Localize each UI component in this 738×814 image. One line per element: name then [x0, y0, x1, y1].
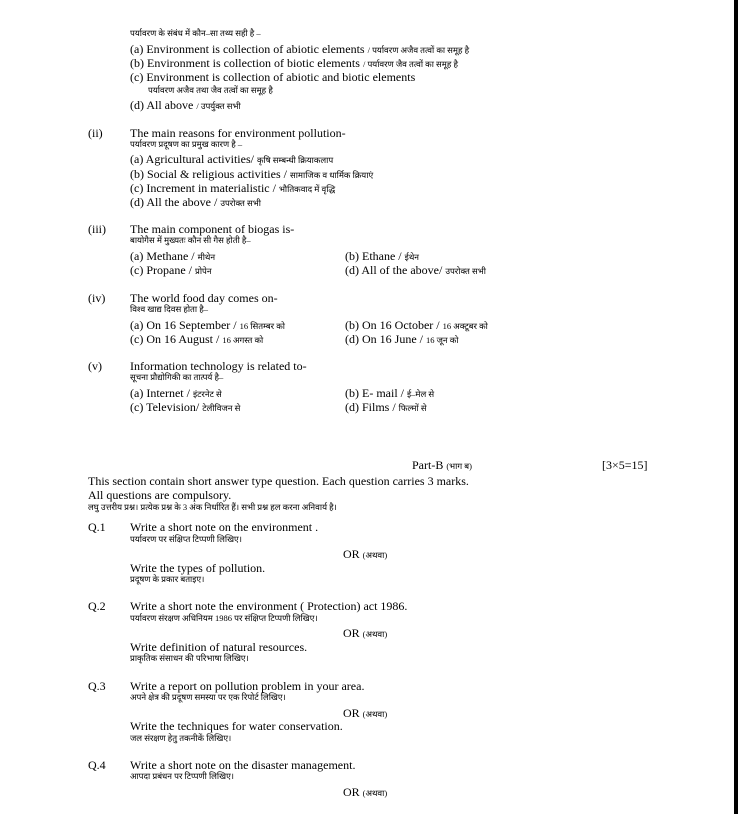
q3-or: OR (अथवा) — [343, 706, 388, 720]
question-ii-english: The main reasons for environment pollution- — [130, 126, 346, 140]
page-edge — [734, 0, 738, 814]
part-b-marks: [3×5=15] — [602, 458, 648, 472]
question-number-iv: (iv) — [88, 291, 106, 305]
q2-number: Q.2 — [88, 599, 106, 613]
q2-hindi: पर्यावरण संरक्षण अधिनियम 1986 पर संक्षिप्त टिप्पणी लिखिए। — [130, 613, 318, 623]
question-iii-english: The main component of biogas is- — [130, 222, 295, 236]
q1-tail-option-a: (a) Environment is collection of abiotic elements / पर्यावरण अजैव तत्वों का समूह है — [130, 42, 470, 56]
q1-tail-option-d: (d) All above / उपर्युक्त सभी — [130, 98, 241, 112]
question-iii-option-d: (d) All of the above/ उपरोक्त सभी — [345, 263, 486, 277]
q1-tail-hindi-stem: पर्यावरण के संबंध में कौन–सा तथ्य सही है – — [130, 28, 261, 38]
question-iii-hindi: बायोगैस में मुख्यतः कौन सी गैस होती है– — [130, 235, 251, 245]
q1-or: OR (अथवा) — [343, 547, 388, 561]
q4-or: OR (अथवा) — [343, 785, 388, 799]
question-number-ii: (ii) — [88, 126, 103, 140]
question-iv-option-a: (a) On 16 September / 16 सितम्बर को — [130, 318, 286, 332]
part-b-intro-line-2: All questions are compulsory. — [88, 488, 232, 502]
question-iv-hindi: विश्व खाद्य दिवस होता है– — [130, 304, 208, 314]
question-iii-option-c: (c) Propane / प्रोपेन — [130, 263, 212, 277]
question-v-option-b: (b) E- mail / ई–मेल से — [345, 386, 435, 400]
q2-alt-english: Write definition of natural resources. — [130, 640, 308, 654]
q4-number: Q.4 — [88, 758, 106, 772]
q1-tail-option-b: (b) Environment is collection of biotic elements / पर्यावरण जैव तत्वों का समूह है — [130, 56, 459, 70]
question-ii-option-c: (c) Increment in materialistic / भौतिकवाद में वृद्धि — [130, 181, 336, 195]
question-iv-english: The world food day comes on- — [130, 291, 278, 305]
question-v-english: Information technology is related to- — [130, 359, 307, 373]
question-ii-option-b: (b) Social & religious activities / सामाजिक व धार्मिक क्रियाएं — [130, 167, 374, 181]
question-iv-option-d: (d) On 16 June / 16 जून को — [345, 332, 459, 346]
q3-english: Write a report on pollution problem in your area. — [130, 679, 365, 693]
question-v-option-a: (a) Internet / इंटरनेट से — [130, 386, 222, 400]
q1-tail-option-c: (c) Environment is collection of abiotic and biotic elements — [130, 70, 416, 84]
q1-english: Write a short note on the environment . — [130, 520, 319, 534]
question-ii-option-a: (a) Agricultural activities/ कृषि सम्बन्धी क्रियाकलाप — [130, 152, 334, 166]
part-b-title: Part-B (भाग ब) — [412, 458, 472, 472]
q3-alt-english: Write the techniques for water conservation. — [130, 719, 343, 733]
q3-alt-hindi: जल संरक्षण हेतु तकनीकें लिखिए। — [130, 733, 232, 743]
q1-tail-option-c-hindi: पर्यावरण अजैव तथा जैव तत्वों का समूह है — [148, 85, 273, 95]
question-number-iii: (iii) — [88, 222, 106, 236]
question-v-hindi: सूचना प्रौद्योगिकी का तात्पर्य है– — [130, 372, 224, 382]
part-b-intro-hindi: लघु उत्तरीय प्रश्न। प्रत्येक प्रश्न के 3 अंक निर्धारित हैं। सभी प्रश्न हल करना अनिवार्य है। — [88, 502, 337, 512]
q1-number: Q.1 — [88, 520, 106, 534]
q3-number: Q.3 — [88, 679, 106, 693]
q1-alt-english: Write the types of pollution. — [130, 561, 266, 575]
question-ii-hindi: पर्यावरण प्रदूषण का प्रमुख कारण है – — [130, 139, 243, 149]
question-iii-option-b: (b) Ethane / ईथेन — [345, 249, 419, 263]
q1-hindi: पर्यावरण पर संक्षिप्त टिप्पणी लिखिए। — [130, 534, 242, 544]
question-iii-option-a: (a) Methane / मीथेन — [130, 249, 216, 263]
q3-hindi: अपने क्षेत्र की प्रदूषण समस्या पर एक रिपोर्ट लिखिए। — [130, 692, 286, 702]
question-iv-option-b: (b) On 16 October / 16 अक्टूबर को — [345, 318, 488, 332]
q2-english: Write a short note the environment ( Protection) act 1986. — [130, 599, 408, 613]
q2-or: OR (अथवा) — [343, 626, 388, 640]
question-ii-option-d: (d) All the above / उपरोक्त सभी — [130, 195, 261, 209]
q1-alt-hindi: प्रदूषण के प्रकार बताइए। — [130, 574, 205, 584]
question-v-option-d: (d) Films / फिल्मों से — [345, 400, 427, 414]
q4-hindi: आपदा प्रबंधन पर टिप्पणी लिखिए। — [130, 771, 234, 781]
part-b-intro-line-1: This section contain short answer type question. Each question carries 3 marks. — [88, 474, 469, 488]
q4-english: Write a short note on the disaster management. — [130, 758, 356, 772]
question-number-v: (v) — [88, 359, 102, 373]
question-iv-option-c: (c) On 16 August / 16 अगस्त को — [130, 332, 264, 346]
q2-alt-hindi: प्राकृतिक संसाधन की परिभाषा लिखिए। — [130, 653, 249, 663]
question-v-option-c: (c) Television/ टेलीविजन से — [130, 400, 241, 414]
